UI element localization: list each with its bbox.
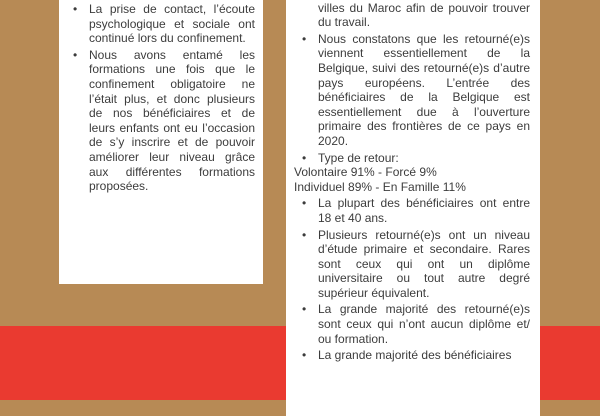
- bullet-icon: •: [302, 302, 307, 317]
- right-bullet-list-a: [296, 32, 530, 165]
- bullet-icon: •: [302, 227, 307, 242]
- return-type-voluntary: Volontaire 91% - Forcé 9%: [294, 165, 437, 180]
- left-bullet-list: [67, 2, 255, 194]
- right-bullet-list-b: [296, 196, 530, 363]
- return-type-individual: Individuel 89% - En Famille 11%: [294, 179, 466, 194]
- bullet-icon: •: [302, 348, 307, 363]
- left-text-card: [59, 0, 263, 284]
- list-item: [302, 196, 530, 225]
- list-item: [318, 0, 530, 30]
- list-item-text: La grande majorité des retourné(e)s sont ceux qui n’ont aucun diplôme et/ ou formation.: [318, 302, 530, 346]
- bullet-icon: •: [73, 2, 78, 16]
- right-bullet-list-intro: [296, 0, 530, 30]
- list-item-text: Nous constatons que les retourné(e)s viennent essentiellement de la Belgique, suivi des retourné(e)s d’autre pays européens. L’entrée des bénéficiaires de la Belgique est essentiellement due à l’ouverture primaire des frontières de ce pays en 2020.: [318, 31, 530, 148]
- list-item: [302, 150, 530, 166]
- bullet-icon: •: [302, 31, 307, 46]
- bullet-icon: •: [73, 47, 78, 62]
- list-item: [302, 31, 530, 149]
- right-text-card: [286, 0, 540, 416]
- list-item: [302, 227, 530, 301]
- list-item-text: Plusieurs retourné(e)s ont un niveau d’étude primaire et secondaire. Rares sont ceux qui ont un diplôme universitaire ou tout autre degré supérieur équivalent.: [318, 227, 530, 300]
- list-item-text: villes du Maroc afin de pouvoir trouver du travail.: [318, 0, 530, 30]
- list-item: [73, 2, 255, 46]
- list-item-text: Nous avons entamé les formations une fois que le confinement obligatoire ne l’était plus, et donc plusieurs de nos bénéficiaires et de leurs enfants ont eu l’occasion de s’y inscrire et de pouvoir améliorer leur niveau grâce aux différentes formations proposées.: [89, 47, 255, 194]
- list-item-text: La grande majorité des bénéficiaires: [318, 348, 512, 363]
- bullet-icon: •: [302, 150, 307, 165]
- list-item-text: Type de retour:: [318, 150, 399, 165]
- list-item-text: La prise de contact, l’écoute psychologique et sociale ont continué lors du confinement.: [89, 2, 255, 46]
- list-item: [302, 302, 530, 346]
- list-item-text: La plupart des bénéficiaires ont entre 18 et 40 ans.: [318, 196, 530, 225]
- bullet-icon: •: [302, 196, 307, 211]
- list-item: [73, 47, 255, 194]
- list-item: [302, 348, 530, 363]
